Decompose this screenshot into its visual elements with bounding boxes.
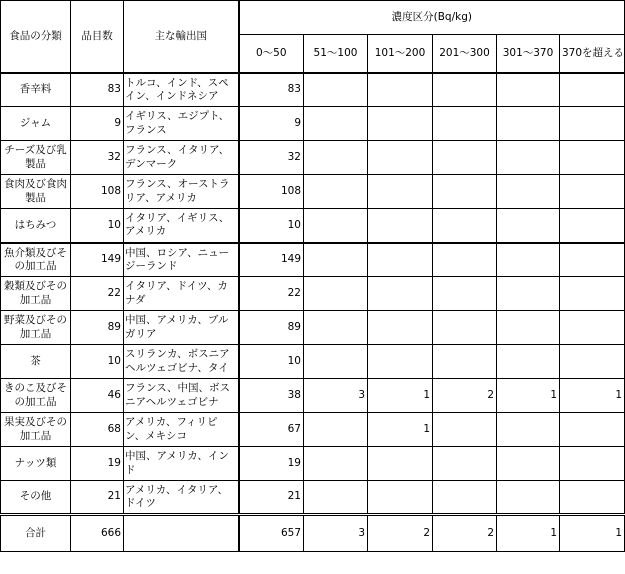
row-value-1 bbox=[304, 311, 368, 345]
row-value-3: 2 bbox=[433, 379, 497, 413]
row-value-0: 21 bbox=[239, 481, 304, 515]
row-value-0: 38 bbox=[239, 379, 304, 413]
row-value-2 bbox=[368, 73, 433, 107]
header-range-4: 301～370 bbox=[497, 35, 560, 73]
row-value-2 bbox=[368, 481, 433, 515]
row-value-3 bbox=[433, 209, 497, 243]
total-value-1: 3 bbox=[304, 515, 368, 552]
row-countries: フランス、イタリア、デンマーク bbox=[124, 141, 239, 175]
row-value-5 bbox=[560, 175, 625, 209]
row-category: きのこ及びその加工品 bbox=[1, 379, 71, 413]
row-value-5 bbox=[560, 209, 625, 243]
row-value-4: 1 bbox=[497, 379, 560, 413]
row-items: 9 bbox=[71, 107, 124, 141]
table-row bbox=[1, 311, 625, 345]
row-value-5: 1 bbox=[560, 379, 625, 413]
row-countries: 中国、アメリカ、インド bbox=[124, 447, 239, 481]
header-row-1 bbox=[1, 1, 625, 35]
row-value-4 bbox=[497, 73, 560, 107]
row-items: 21 bbox=[71, 481, 124, 515]
row-value-4 bbox=[497, 311, 560, 345]
row-value-3 bbox=[433, 277, 497, 311]
row-value-1 bbox=[304, 141, 368, 175]
row-countries: イタリア、イギリス、アメリカ bbox=[124, 209, 239, 243]
row-countries: イギリス、エジプト、フランス bbox=[124, 107, 239, 141]
table-row bbox=[1, 345, 625, 379]
row-value-5 bbox=[560, 311, 625, 345]
header-range-5: 370を超える bbox=[560, 35, 625, 73]
row-category: 茶 bbox=[1, 345, 71, 379]
row-value-3 bbox=[433, 243, 497, 277]
header-countries: 主な輸出国 bbox=[124, 1, 239, 73]
total-items: 666 bbox=[71, 515, 124, 552]
row-category: その他 bbox=[1, 481, 71, 515]
header-range-2: 101～200 bbox=[368, 35, 433, 73]
header-range-3: 201～300 bbox=[433, 35, 497, 73]
table-row bbox=[1, 447, 625, 481]
row-value-2 bbox=[368, 447, 433, 481]
row-value-5 bbox=[560, 345, 625, 379]
row-value-4 bbox=[497, 413, 560, 447]
total-value-0: 657 bbox=[239, 515, 304, 552]
row-value-2: 1 bbox=[368, 413, 433, 447]
row-value-5 bbox=[560, 243, 625, 277]
row-value-5 bbox=[560, 141, 625, 175]
row-value-5 bbox=[560, 447, 625, 481]
total-countries bbox=[124, 515, 239, 552]
row-items: 32 bbox=[71, 141, 124, 175]
row-value-5 bbox=[560, 413, 625, 447]
row-countries: 中国、ロシア、ニュージーランド bbox=[124, 243, 239, 277]
row-countries: 中国、アメリカ、ブルガリア bbox=[124, 311, 239, 345]
row-items: 19 bbox=[71, 447, 124, 481]
row-value-2 bbox=[368, 311, 433, 345]
row-value-1: 3 bbox=[304, 379, 368, 413]
row-value-1 bbox=[304, 481, 368, 515]
row-value-1 bbox=[304, 209, 368, 243]
row-items: 149 bbox=[71, 243, 124, 277]
row-value-0: 10 bbox=[239, 209, 304, 243]
row-value-3 bbox=[433, 345, 497, 379]
row-value-0: 19 bbox=[239, 447, 304, 481]
row-value-4 bbox=[497, 447, 560, 481]
row-value-0: 67 bbox=[239, 413, 304, 447]
row-category: 野菜及びその加工品 bbox=[1, 311, 71, 345]
row-items: 10 bbox=[71, 345, 124, 379]
row-value-4 bbox=[497, 345, 560, 379]
row-category: ジャム bbox=[1, 107, 71, 141]
total-value-5: 1 bbox=[560, 515, 625, 552]
row-value-4 bbox=[497, 481, 560, 515]
row-value-2: 1 bbox=[368, 379, 433, 413]
row-value-1 bbox=[304, 447, 368, 481]
row-value-2 bbox=[368, 107, 433, 141]
row-value-2 bbox=[368, 345, 433, 379]
row-value-1 bbox=[304, 345, 368, 379]
row-value-3 bbox=[433, 413, 497, 447]
header-range-0: 0～50 bbox=[239, 35, 304, 73]
row-items: 10 bbox=[71, 209, 124, 243]
row-value-4 bbox=[497, 243, 560, 277]
row-items: 22 bbox=[71, 277, 124, 311]
row-value-2 bbox=[368, 175, 433, 209]
row-category: 魚介類及びその加工品 bbox=[1, 243, 71, 277]
row-value-0: 89 bbox=[239, 311, 304, 345]
row-value-4 bbox=[497, 175, 560, 209]
header-items: 品目数 bbox=[71, 1, 124, 73]
row-category: チーズ及び乳製品 bbox=[1, 141, 71, 175]
row-value-5 bbox=[560, 107, 625, 141]
row-category: はちみつ bbox=[1, 209, 71, 243]
total-row bbox=[1, 515, 625, 552]
row-value-1 bbox=[304, 413, 368, 447]
row-value-2 bbox=[368, 141, 433, 175]
row-countries: アメリカ、イタリア、ドイツ bbox=[124, 481, 239, 515]
table-row bbox=[1, 73, 625, 107]
row-category: 果実及びその加工品 bbox=[1, 413, 71, 447]
row-items: 89 bbox=[71, 311, 124, 345]
total-value-3: 2 bbox=[433, 515, 497, 552]
row-value-0: 9 bbox=[239, 107, 304, 141]
row-items: 108 bbox=[71, 175, 124, 209]
table-row bbox=[1, 481, 625, 515]
row-value-3 bbox=[433, 447, 497, 481]
row-value-4 bbox=[497, 277, 560, 311]
row-value-3 bbox=[433, 311, 497, 345]
table-row bbox=[1, 175, 625, 209]
row-value-1 bbox=[304, 243, 368, 277]
row-value-0: 32 bbox=[239, 141, 304, 175]
row-value-2 bbox=[368, 209, 433, 243]
row-items: 68 bbox=[71, 413, 124, 447]
header-concentration: 濃度区分(Bq/kg) bbox=[239, 1, 625, 35]
row-value-3 bbox=[433, 175, 497, 209]
row-value-1 bbox=[304, 73, 368, 107]
table-row bbox=[1, 243, 625, 277]
table-row bbox=[1, 141, 625, 175]
header-range-1: 51～100 bbox=[304, 35, 368, 73]
total-value-4: 1 bbox=[497, 515, 560, 552]
row-countries: スリランカ、ボスニアヘルツェゴビナ、タイ bbox=[124, 345, 239, 379]
row-category: 穀類及びその加工品 bbox=[1, 277, 71, 311]
table-row bbox=[1, 107, 625, 141]
row-countries: イタリア、ドイツ、カナダ bbox=[124, 277, 239, 311]
total-value-2: 2 bbox=[368, 515, 433, 552]
row-value-0: 149 bbox=[239, 243, 304, 277]
row-value-4 bbox=[497, 107, 560, 141]
table-row bbox=[1, 209, 625, 243]
total-label: 合計 bbox=[1, 515, 71, 552]
row-value-3 bbox=[433, 107, 497, 141]
row-value-5 bbox=[560, 73, 625, 107]
row-value-0: 10 bbox=[239, 345, 304, 379]
row-value-4 bbox=[497, 209, 560, 243]
row-value-5 bbox=[560, 481, 625, 515]
table-row bbox=[1, 379, 625, 413]
row-category: 香辛料 bbox=[1, 73, 71, 107]
row-value-2 bbox=[368, 243, 433, 277]
row-countries: フランス、中国、ボスニアヘルツェゴビナ bbox=[124, 379, 239, 413]
header-category: 食品の分類 bbox=[1, 1, 71, 73]
row-value-3 bbox=[433, 73, 497, 107]
row-value-4 bbox=[497, 141, 560, 175]
row-countries: アメリカ、フィリピン、メキシコ bbox=[124, 413, 239, 447]
row-value-1 bbox=[304, 107, 368, 141]
row-category: ナッツ類 bbox=[1, 447, 71, 481]
row-value-1 bbox=[304, 277, 368, 311]
table-row bbox=[1, 413, 625, 447]
row-items: 46 bbox=[71, 379, 124, 413]
row-value-0: 83 bbox=[239, 73, 304, 107]
row-items: 83 bbox=[71, 73, 124, 107]
row-value-1 bbox=[304, 175, 368, 209]
row-value-0: 108 bbox=[239, 175, 304, 209]
row-value-0: 22 bbox=[239, 277, 304, 311]
row-value-2 bbox=[368, 277, 433, 311]
row-value-3 bbox=[433, 141, 497, 175]
table-row bbox=[1, 277, 625, 311]
row-value-5 bbox=[560, 277, 625, 311]
row-category: 食肉及び食肉製品 bbox=[1, 175, 71, 209]
row-countries: トルコ、インド、スペイン、インドネシア bbox=[124, 73, 239, 107]
row-value-3 bbox=[433, 481, 497, 515]
row-countries: フランス、オーストラリア、アメリカ bbox=[124, 175, 239, 209]
